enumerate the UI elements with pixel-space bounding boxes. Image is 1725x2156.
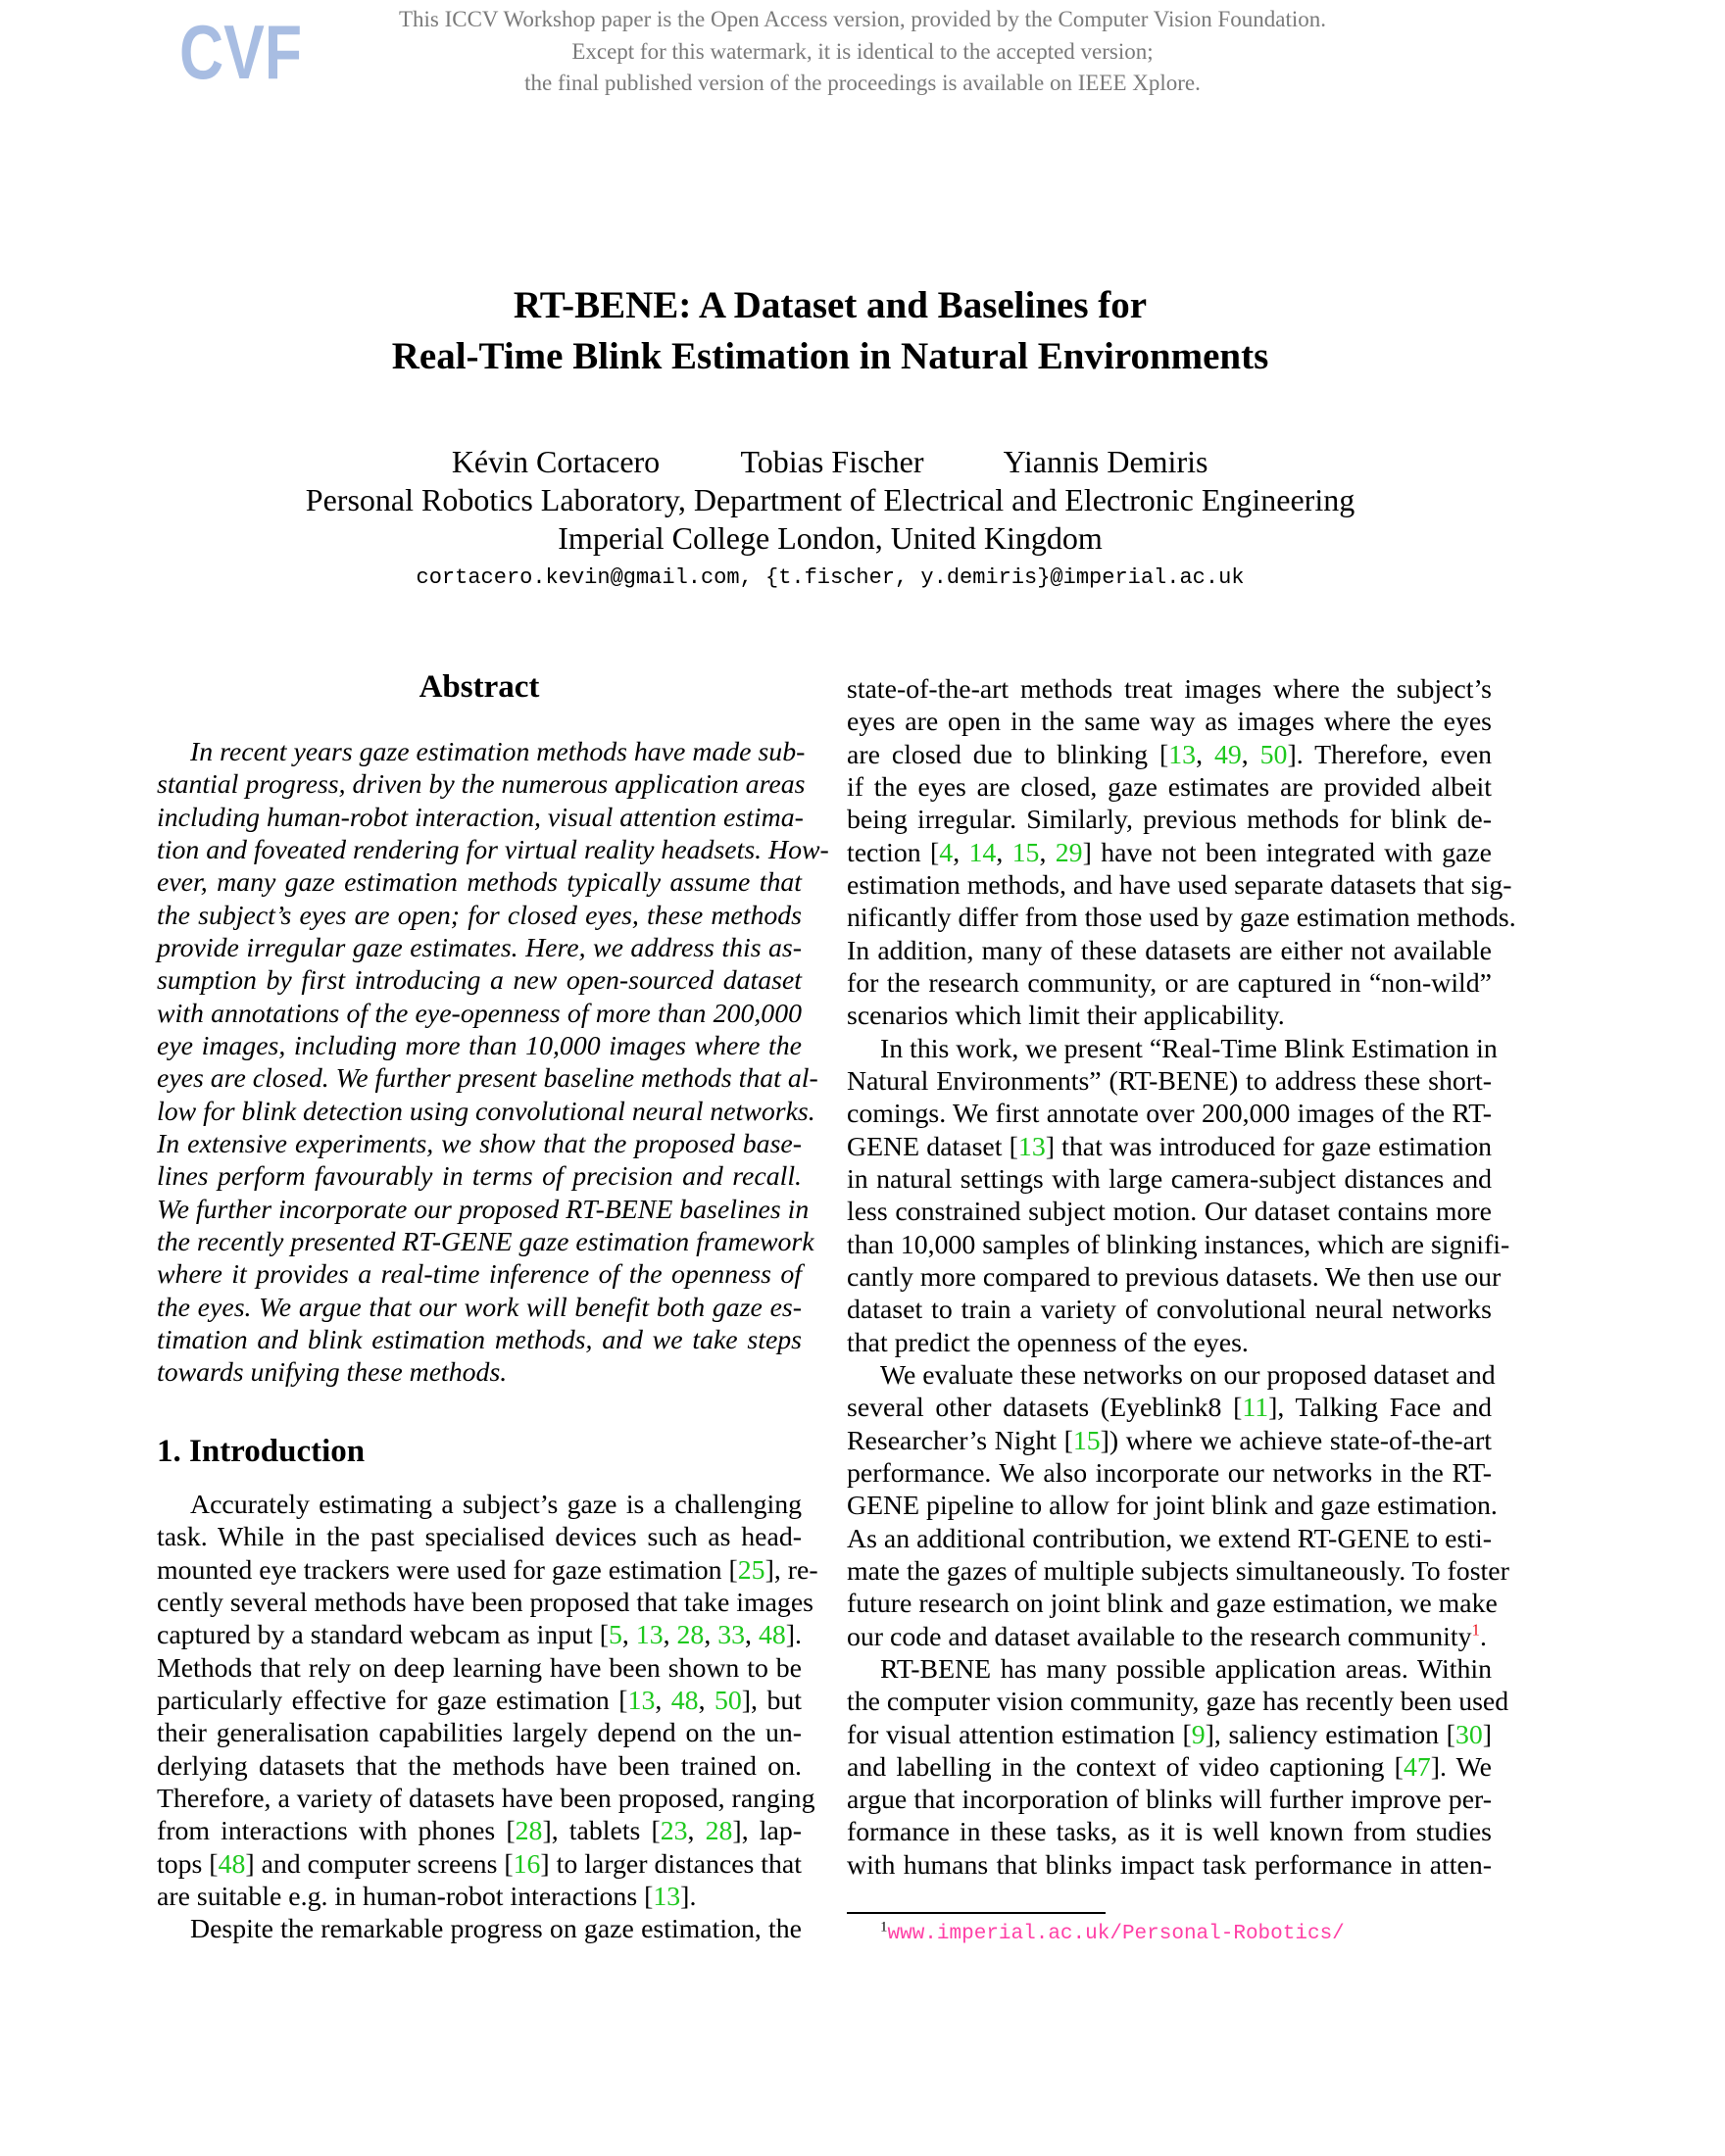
citation-link[interactable]: 13 xyxy=(653,1881,681,1912)
text-line: lines perform favourably in terms of precision and recall. xyxy=(157,1161,802,1193)
footnote-number: 1 xyxy=(880,1919,888,1936)
citation-link[interactable]: 25 xyxy=(737,1554,765,1586)
citation-link[interactable]: 33 xyxy=(717,1620,746,1651)
text-line: state-of-the-art methods treat images where the subject’s xyxy=(847,674,1492,705)
citation-link[interactable]: 28 xyxy=(705,1816,733,1847)
text-line: eyes are closed. We further present baseline methods that al- xyxy=(157,1063,818,1095)
text-line: sumption by first introducing a new open-sourced dataset xyxy=(157,965,802,997)
footnote-divider xyxy=(847,1912,1106,1914)
citation-link[interactable]: 49 xyxy=(1213,739,1242,770)
text-line: are closed due to blinking [13, 49, 50]. Therefore, even xyxy=(847,739,1493,770)
text-line: In addition, many of these datasets are either not available xyxy=(847,935,1492,966)
text-line: In this work, we present “Real-Time Blink Estimation in xyxy=(880,1033,1498,1064)
text-line: if the eyes are closed, gaze estimates are provided albeit xyxy=(847,771,1492,803)
citation-link[interactable]: 48 xyxy=(670,1685,699,1716)
text-line: tection [4, 14, 15, 29] have not been integrated with gaze xyxy=(847,837,1492,868)
text-line: As an additional contribution, we extend RT-GENE to esti- xyxy=(847,1523,1492,1554)
text-line: with annotations of the eye-openness of more than 200,000 xyxy=(157,998,802,1029)
citation-link[interactable]: 30 xyxy=(1454,1719,1483,1750)
text-line: mate the gazes of multiple subjects simultaneously. To foster xyxy=(847,1555,1509,1587)
author-name: Tobias Fischer xyxy=(740,444,924,479)
citation-link[interactable]: 13 xyxy=(627,1685,656,1716)
text-line: GENE pipeline to allow for joint blink and gaze estimation. xyxy=(847,1491,1498,1522)
text-line: We further incorporate our proposed RT-BENE baselines in xyxy=(157,1194,810,1225)
citation-link[interactable]: 13 xyxy=(1017,1131,1046,1162)
citation-link[interactable]: 48 xyxy=(758,1620,786,1651)
text-line: estimation methods, and have used separate datasets that sig- xyxy=(847,869,1512,901)
citation-link[interactable]: 28 xyxy=(676,1620,705,1651)
text-line: for visual attention estimation [9], saliency estimation [30] xyxy=(847,1719,1492,1750)
citation-link[interactable]: 16 xyxy=(513,1848,541,1880)
citation-link[interactable]: 47 xyxy=(1403,1751,1431,1783)
text-line: task. While in the past specialised devices such as head- xyxy=(157,1522,802,1553)
text-line: mounted eye trackers were used for gaze estimation [25], re- xyxy=(157,1554,818,1586)
citation-link[interactable]: 29 xyxy=(1055,837,1083,868)
text-line: the computer vision community, gaze has recently been used xyxy=(847,1687,1509,1718)
text-line: Despite the remarkable progress on gaze estimation, the xyxy=(190,1914,802,1945)
svg-text:CVF: CVF xyxy=(179,9,302,95)
citation-link[interactable]: 15 xyxy=(1011,837,1040,868)
watermark-line: Except for this watermark, it is identical to the accepted version; xyxy=(571,39,1154,64)
text-line: the subject’s eyes are open; for closed eyes, these methods xyxy=(157,900,802,931)
footnote-link[interactable]: www.imperial.ac.uk/Personal-Robotics/ xyxy=(887,1923,1345,1945)
abstract-body xyxy=(157,736,829,1390)
text-line: We evaluate these networks on our proposed dataset and xyxy=(880,1359,1496,1391)
text-line: eye images, including more than 10,000 images where the xyxy=(157,1030,802,1061)
text-line: tion and foveated rendering for virtual reality headsets. How- xyxy=(157,834,829,865)
affiliation-line: Imperial College London, United Kingdom xyxy=(558,520,1103,556)
citation-link[interactable]: 14 xyxy=(968,837,997,868)
paper-title-line: RT-BENE: A Dataset and Baselines for xyxy=(513,284,1148,326)
citation-link[interactable]: 48 xyxy=(218,1848,246,1880)
text-line: Therefore, a variety of datasets have been proposed, ranging xyxy=(157,1783,815,1814)
text-line: Accurately estimating a subject’s gaze is a challenging xyxy=(190,1490,802,1520)
text-line: provide irregular gaze estimates. Here, we address this as- xyxy=(157,932,802,963)
affiliation-line: Personal Robotics Laboratory, Department of Electrical and Electronic Engineering xyxy=(305,482,1355,517)
text-line: tops [48] and computer screens [16] to larger distances that xyxy=(157,1848,802,1880)
text-line: Natural Environments” (RT-BENE) to address these short- xyxy=(847,1065,1492,1097)
text-line: GENE dataset [13] that was introduced for gaze estimation xyxy=(847,1131,1492,1162)
citation-link[interactable]: 9 xyxy=(1191,1719,1206,1750)
introduction-left-column xyxy=(157,1489,818,1946)
text-line: with humans that blinks impact task performance in atten- xyxy=(847,1849,1492,1881)
text-line: the recently presented RT-GENE gaze estimation framework xyxy=(157,1226,814,1257)
text-line: scenarios which limit their applicability. xyxy=(847,1001,1285,1032)
footnote xyxy=(880,1919,1345,1948)
text-line: future research on joint blink and gaze estimation, we make xyxy=(847,1589,1498,1620)
text-line: cantly more compared to previous datasets. We then use our xyxy=(847,1261,1502,1293)
text-line: Researcher’s Night [15]) where we achieve state-of-the-art xyxy=(847,1425,1492,1456)
introduction-heading: 1. Introduction xyxy=(157,1434,366,1469)
text-line: dataset to train a variety of convolutional neural networks xyxy=(847,1295,1492,1326)
text-line: being irregular. Similarly, previous methods for blink de- xyxy=(847,805,1492,836)
citation-link[interactable]: 11 xyxy=(1242,1393,1269,1424)
citation-link[interactable]: 23 xyxy=(660,1816,688,1847)
text-line: ever, many gaze estimation methods typically assume that xyxy=(157,867,802,899)
text-line: nificantly differ from those used by gaze estimation methods. xyxy=(847,903,1516,934)
text-line: In recent years gaze estimation methods have made sub- xyxy=(190,737,806,767)
text-line: towards unifying these methods. xyxy=(157,1357,508,1389)
text-line: for the research community, or are captured in “non-wild” xyxy=(847,967,1492,999)
text-line: that predict the openness of the eyes. xyxy=(847,1327,1249,1358)
text-line: formance in these tasks, as it is well known from studies xyxy=(847,1817,1492,1848)
text-line: RT-BENE has many possible application areas. Within xyxy=(880,1653,1492,1685)
text-line: performance. We also incorporate our networks in the RT- xyxy=(847,1457,1492,1489)
citation-link[interactable]: 28 xyxy=(515,1816,543,1847)
citation-link[interactable]: 4 xyxy=(939,837,954,868)
text-line: captured by a standard webcam as input [5, 13, 28, 33, 48]. xyxy=(157,1620,802,1651)
text-line: their generalisation capabilities largely depend on the un- xyxy=(157,1718,802,1749)
text-line: eyes are open in the same way as images where the eyes xyxy=(847,707,1492,738)
citation-link[interactable]: 13 xyxy=(1168,739,1197,770)
watermark-line: the final published version of the proceedings is available on IEEE Xplore. xyxy=(524,71,1201,95)
text-line: stantial progress, driven by the numerous application areas xyxy=(157,769,806,801)
text-line: derlying datasets that the methods have been trained on. xyxy=(157,1750,802,1782)
introduction-right-column xyxy=(847,673,1516,1882)
text-line: low for blink detection using convolutional neural networks. xyxy=(157,1096,815,1127)
text-line: in natural settings with large camera-subject distances and xyxy=(847,1163,1492,1195)
text-line: the eyes. We argue that our work will benefit both gaze es- xyxy=(157,1292,802,1323)
text-line: Methods that rely on deep learning have been shown to be xyxy=(157,1652,802,1684)
text-line: comings. We first annotate over 200,000 images of the RT- xyxy=(847,1099,1492,1130)
text-line: cently several methods have been proposed that take images xyxy=(157,1587,813,1618)
footnote-marker[interactable]: 1 xyxy=(1471,1620,1481,1640)
text-line: timation and blink estimation methods, and we take steps xyxy=(157,1324,802,1355)
paper-title-line: Real-Time Blink Estimation in Natural Environments xyxy=(391,335,1269,377)
citation-link[interactable]: 13 xyxy=(635,1620,664,1651)
text-line: less constrained subject motion. Our dataset contains more xyxy=(847,1197,1492,1228)
author-name: Kévin Cortacero xyxy=(451,444,661,479)
text-line: argue that incorporation of blinks will further improve per- xyxy=(847,1785,1492,1816)
author-emails: cortacero.kevin@gmail.com, {t.fischer, y.demiris}@imperial.ac.uk xyxy=(416,565,1245,590)
text-line: than 10,000 samples of blinking instances, which are signifi- xyxy=(847,1229,1510,1260)
text-line: In extensive experiments, we show that the proposed base- xyxy=(157,1128,802,1159)
citation-link[interactable]: 50 xyxy=(714,1685,742,1716)
text-line: from interactions with phones [28], tablets [23, 28], lap- xyxy=(157,1816,802,1847)
text-line: are suitable e.g. in human-robot interactions [13]. xyxy=(157,1881,697,1912)
text-line: where it provides a real-time inference of the openness of xyxy=(157,1259,802,1291)
text-line: particularly effective for gaze estimation [13, 48, 50], but xyxy=(157,1685,802,1716)
citation-link[interactable]: 5 xyxy=(608,1620,622,1651)
text-line: our code and dataset available to the research community$^1$. xyxy=(847,1620,1487,1652)
author-name: Yiannis Demiris xyxy=(1003,444,1208,479)
abstract-heading: Abstract xyxy=(419,669,540,705)
text-line: including human-robot interaction, visual attention estima- xyxy=(157,802,804,833)
citation-link[interactable]: 15 xyxy=(1072,1425,1101,1456)
watermark-line: This ICCV Workshop paper is the Open Access version, provided by the Computer Vision Foundation. xyxy=(398,7,1327,31)
citation-link[interactable]: 50 xyxy=(1259,739,1288,770)
text-line: several other datasets (Eyeblink8 [11], Talking Face and xyxy=(847,1393,1493,1424)
text-line: and labelling in the context of video captioning [47]. We xyxy=(847,1751,1492,1783)
